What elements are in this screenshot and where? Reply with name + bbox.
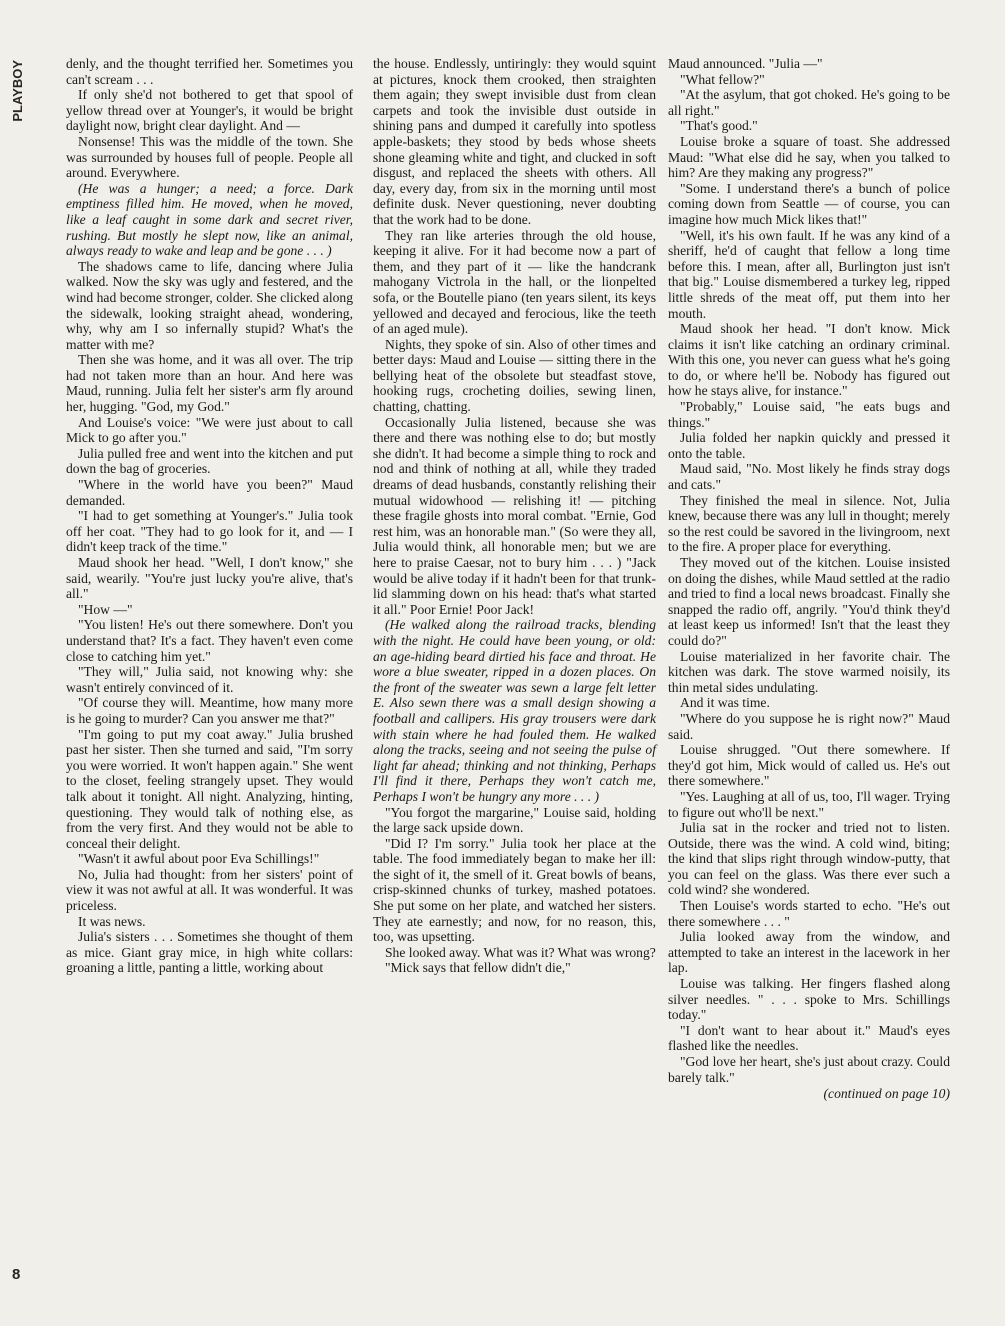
running-head: PLAYBOY xyxy=(10,60,25,122)
paragraph: "They will," Julia said, not knowing why: she wasn't entirely convinced of it. xyxy=(66,664,353,695)
paragraph: "Wasn't it awful about poor Eva Schillings!" xyxy=(78,851,320,867)
paragraph: No, Julia had thought: from her sisters' point of view it was not awful at all. It was wonderful. It was priceless. xyxy=(66,866,353,914)
paragraph: "That's good." xyxy=(680,118,758,134)
paragraph: If only she'd not bothered to get that spool of yellow thread over at Younger's, it would be bright daylight now, bright clear daylight. And — xyxy=(66,87,353,134)
italic-paragraph: (He was a hunger; a need; a force. Dark emptiness filled him. He moved, when he moved, like a leaf caught in some dark and secret river, rushing. But mostly he slept now, like an animal, always ready to wake and leap and be gone . . . ) xyxy=(66,180,353,259)
paragraph: "Some. I understand there's a bunch of police coming down from Seattle — of course, you can imagine how much Mick likes that!" xyxy=(668,180,950,227)
paragraph: "God love her heart, she's just about crazy. Could barely talk." xyxy=(668,1054,950,1085)
paragraph: "I don't want to hear about it." Maud's eyes flashed like the needles. xyxy=(668,1022,950,1054)
paragraph: And it was time. xyxy=(680,695,770,711)
paragraph: Julia looked away from the window, and attempted to take an interest in the lacework in her lap. xyxy=(668,929,950,976)
paragraph: Louise broke a square of toast. She addressed Maud: "What else did he say, when you talked to him? Are they making any progress?" xyxy=(668,133,950,181)
paragraph: Louise was talking. Her fingers flashed along silver needles. " . . . spoke to Mrs. Schillings today." xyxy=(668,976,950,1023)
paragraph: "Well, it's his own fault. If he was any kind of a sheriff, he'd of caught that fellow a long time before this. I mean, after all, Burlington just isn't that big." Louise dismembered a turkey leg, ripped little shreds of the meat off, put them into her mouth. xyxy=(668,227,950,321)
paragraph: "Probably," Louise said, "he eats bugs and things." xyxy=(668,399,950,430)
paragraph: The shadows came to life, dancing where Julia walked. Now the sky was ugly and festered, and the wind had become stronger, colder. She clicked along the sidewalk, looking straight ahead, wondering, why, why am I so infernally stupid? What's the matter with me? xyxy=(66,258,353,352)
paragraph: "Mick says that fellow didn't die," xyxy=(385,960,571,976)
paragraph: "Did I? I'm sorry." Julia took her place at the table. The food immediately began to make her ill: the sight of it, the smell of it. Great bowls of beans, crisp-skinned chunks of turkey, mashed potatoes. She put some on her plate, and watched her sisters. They ate earnestly; and now, for no reason, this, too, was upsetting. xyxy=(373,835,656,945)
paragraph: Julia sat in the rocker and tried not to listen. Outside, there was the wind. A cold wind, biting; the kind that slips right through window-putty, that you can feel on the glass. Was there ever such a cold wind? she wondered. xyxy=(668,820,950,898)
paragraph: Maud shook her head. "I don't know. Mick claims it isn't like catching an ordinary criminal. With this one, you never can guess what he's going to do, or where he'll be. Nobody has figured out how he stays alive, for instance." xyxy=(668,321,950,399)
paragraph: "Where do you suppose he is right now?" Maud said. xyxy=(668,710,950,742)
paragraph: "What fellow?" xyxy=(680,71,765,87)
paragraph: Julia pulled free and went into the kitchen and put down the bag of groceries. xyxy=(66,445,353,477)
paragraph: Then she was home, and it was all over. The trip had not taken more than an hour. And here was Maud, running. Julia felt her sister's arm fly around her, hugging. "God, my God." xyxy=(66,352,353,415)
text-column-1 xyxy=(66,56,353,976)
paragraph: Julia's sisters . . . Sometimes she thought of them as mice. Giant gray mice, in high white collars: groaning a little, panting a little, working about xyxy=(66,929,353,976)
paragraph: "You forgot the margarine," Louise said, holding the large sack upside down. xyxy=(373,804,656,836)
paragraph: Nonsense! This was the middle of the town. She was surrounded by houses full of people. People all around. Everywhere. xyxy=(66,133,353,181)
paragraph: Maud announced. "Julia —" xyxy=(668,56,823,71)
paragraph: Occasionally Julia listened, because she was there and there was nothing else to do; but mostly she didn't. It had become a simple thing to rock and nod and think of nothing at all, while they traded dreams of dead husbands, constantly relishing their mutual widowhood — relishing it! — pitching these fragile ghosts into moral combat. "Ernie, God rest him, was an honorable man." (So were they all, Julia would think, all honorable men; but we are here to praise Caesar, not to bury him . . . ) "Jack would be alive today if it hadn't been for that trunk-lid slamming down on his head: that's what started it all." Poor Ernie! Poor Jack! xyxy=(373,414,656,617)
paragraph: denly, and the thought terrified her. Sometimes you can't scream . . . xyxy=(66,56,353,87)
paragraph: Louise materialized in her favorite chair. The kitchen was dark. The stove warmed noisily, its thin metal sides undulating. xyxy=(668,648,950,695)
paragraph: "Of course they will. Meantime, how many more is he going to murder? Can you answer me that?" xyxy=(66,695,353,726)
paragraph: "You listen! He's out there somewhere. Don't you understand that? It's a fact. They haven't even come close to catching him yet." xyxy=(66,617,353,664)
paragraph: the house. Endlessly, untiringly: they would squint at pictures, knock them crooked, then straighten them again; they swept invisible dust from clean carpets and took the invisible dust outside in shining pans and dumped it carefully into spotless apple-baskets; they stood by beds whose sheets shone gleaming white and tight, and clucked in soft disgust, and replaced the sheets with others. All day, every day, from six in the morning until most definite dusk. Never questioning, never doubting that the work had to be done. xyxy=(373,56,656,227)
text-column-3 xyxy=(668,56,950,1102)
text-column-2 xyxy=(373,56,656,976)
continued-note: (continued on page 10) xyxy=(823,1086,950,1102)
paragraph: "Yes. Laughing at all of us, too, I'll wager. Trying to figure out who'll be next." xyxy=(668,788,950,820)
paragraph: Maud said, "No. Most likely he finds stray dogs and cats." xyxy=(668,461,950,493)
paragraph: Nights, they spoke of sin. Also of other times and better days: Maud and Louise — sitting there in the bellying heat of the obsolete but steadfast stove, hooking rugs, crocheting doilies, sewing linen, chatting, chatting. xyxy=(373,336,656,415)
paragraph: They finished the meal in silence. Not, Julia knew, because there was any lull in thought; merely so the rest could be savored in the livingroom, next to the fire. A proper place for everything. xyxy=(668,492,950,555)
paragraph: Maud shook her head. "Well, I don't know," she said, wearily. "You're just lucky you're alive, that's all." xyxy=(66,555,353,602)
paragraph: "At the asylum, that got choked. He's going to be all right." xyxy=(668,87,950,118)
italic-paragraph: (He walked along the railroad tracks, blending with the night. He could have been young, or old: an age-hiding beard dirtied his face and throat. He wore a blue sweater, ripped in a dozen places. On the front of the sweater was sewn a large felt letter E. Also sewn there was a small design showing a football and callipers. His gray trousers were dark with stain where he had fouled them. He walked along the tracks, seeing and not seeing the pulse of light far ahead; thinking and not thinking, Perhaps I'll find it there, Perhaps they won't catch me, Perhaps I won't be hungry any more . . . ) xyxy=(373,617,656,804)
paragraph: "I'm going to put my coat away." Julia brushed past her sister. Then she turned and said, "I'm sorry you were worried. It won't happen again." She went to the closet, feeling strangely upset. They would talk about it tonight. All night. Analyzing, hinting, questioning. They would talk of nothing else, as from the very first. And they would not be able to conceal their delight. xyxy=(66,726,353,851)
paragraph: They ran like arteries through the old house, keeping it alive. For it had become now a part of them, and they part of it — like the handcrank mahogany Victrola in the hall, or the lionpelted sofa, or the Boutelle piano (ten years silent, its keys yellowed and decayed and ferocious, like the teeth of an aged mule). xyxy=(373,227,656,337)
paragraph: Louise shrugged. "Out there somewhere. If they'd got him, Mick would of called us. He's out there somewhere." xyxy=(668,742,950,789)
paragraph: "I had to get something at Younger's." Julia took off her coat. "They had to go look for it, and — I didn't keep track of the time." xyxy=(66,508,353,555)
paragraph: And Louise's voice: "We were just about to call Mick to go after you." xyxy=(66,414,353,446)
paragraph: It was news. xyxy=(78,913,146,929)
paragraph: Julia folded her napkin quickly and pressed it onto the table. xyxy=(668,430,950,461)
paragraph: "Where in the world have you been?" Maud demanded. xyxy=(66,477,353,508)
paragraph: They moved out of the kitchen. Louise insisted on doing the dishes, while Maud settled at the radio and tried to find a local news broadcast. Finally she snapped the radio off, angrily. "You'd think they'd at least keep us informed! Isn't that the least they could do?" xyxy=(668,555,950,648)
paragraph: She looked away. What was it? What was wrong? xyxy=(385,944,656,960)
paragraph: Then Louise's words started to echo. "He's out there somewhere . . . " xyxy=(668,898,950,929)
paragraph: "How —" xyxy=(78,601,133,617)
page-number: 8 xyxy=(12,1266,21,1283)
